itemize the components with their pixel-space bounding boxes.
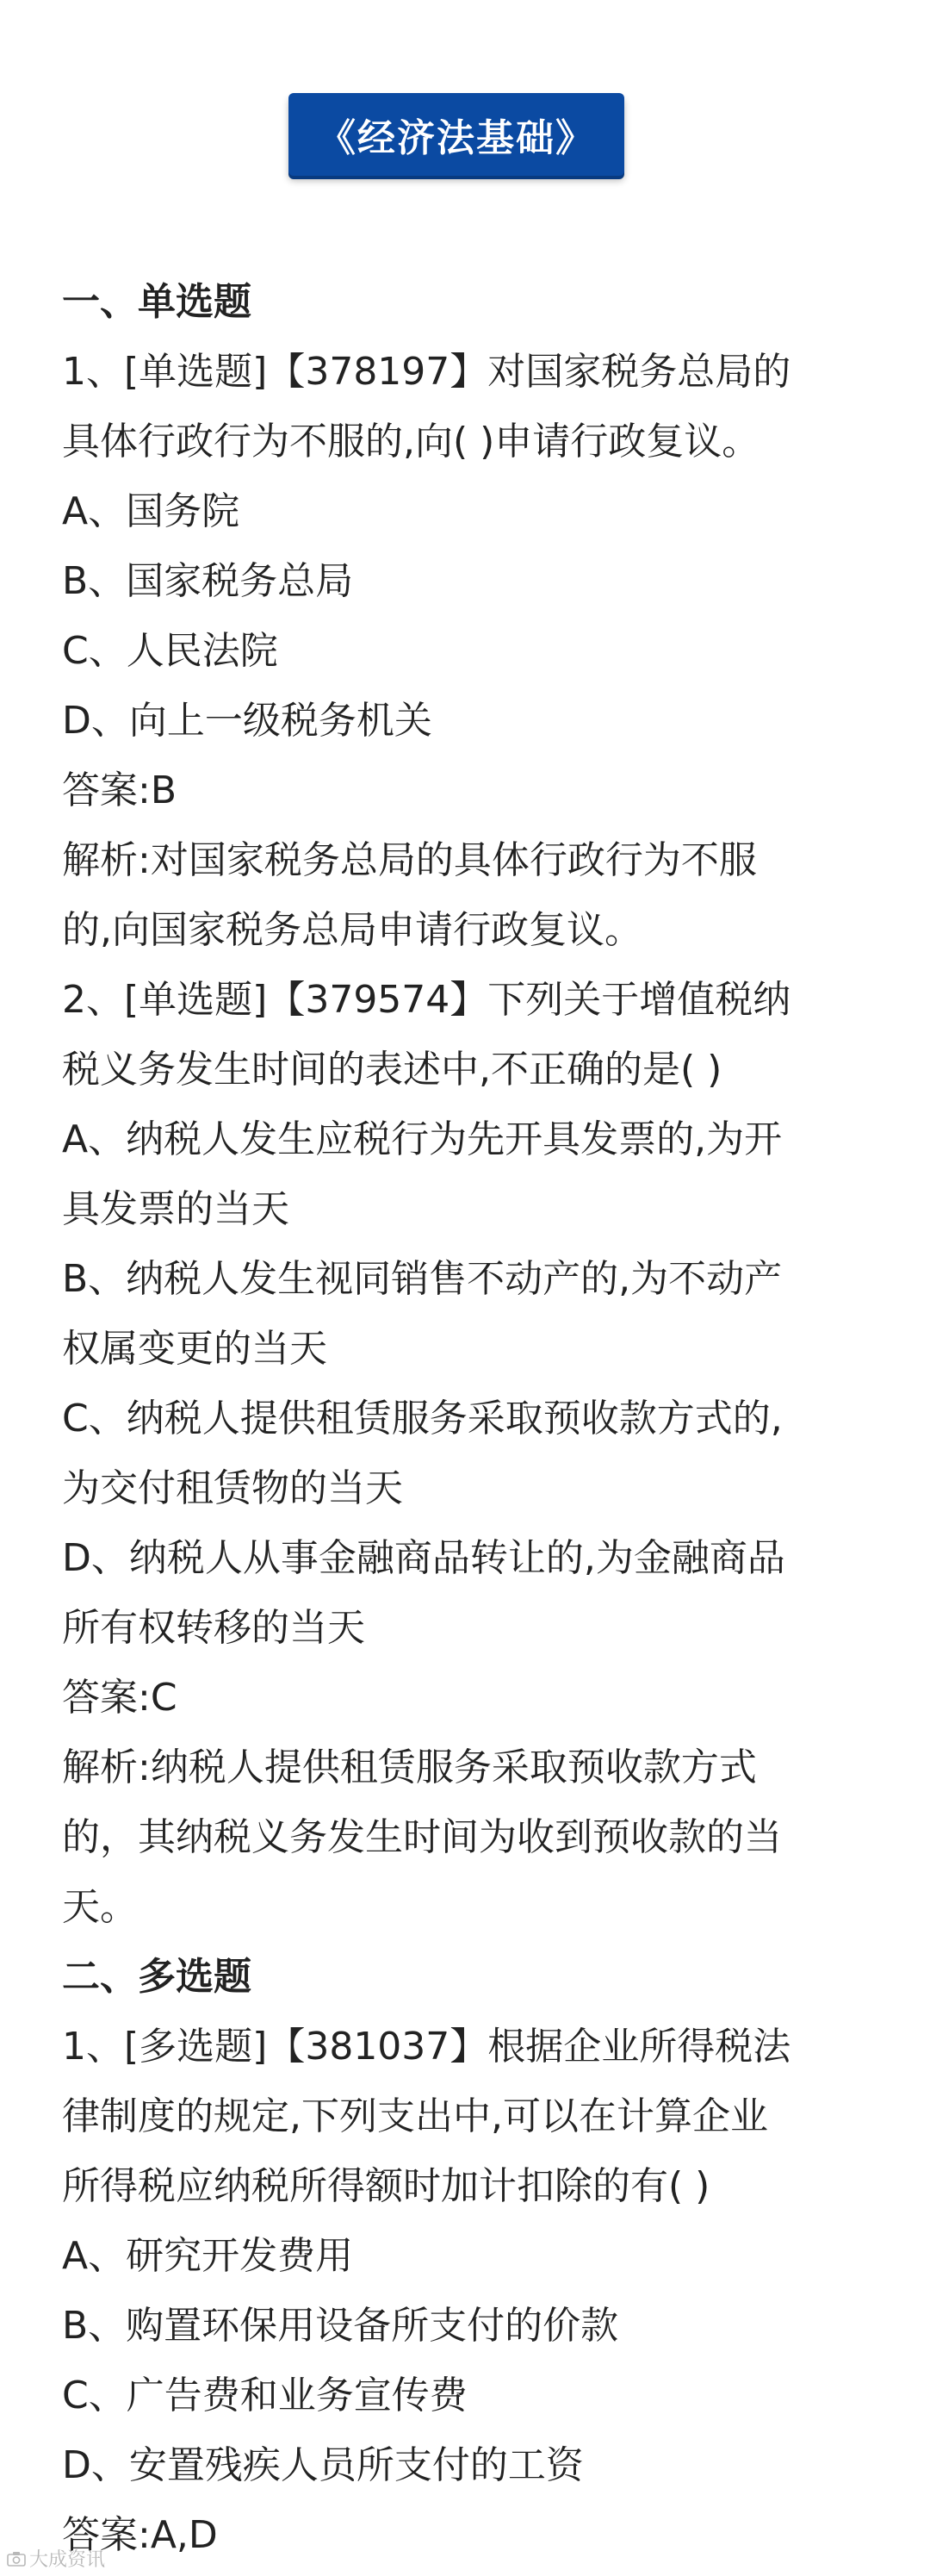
text-line: B、国家税务总局 (62, 559, 354, 603)
question-content (62, 267, 880, 2570)
text-line: 律制度的规定,下列支出中,可以在计算企业 (62, 2094, 768, 2138)
text-line: 权属变更的当天 (62, 1327, 327, 1371)
text-line: B、购置环保用设备所支付的价款 (62, 2304, 619, 2348)
text-line: B、纳税人发生视同销售不动产的,为不动产 (62, 1257, 783, 1301)
document-title: 《经济法基础》 (318, 116, 595, 160)
text-line: 答案:C (62, 1676, 177, 1720)
text-line: 所得税应纳税所得额时加计扣除的有( ) (62, 2164, 710, 2208)
section-heading: 二、多选题 (62, 1955, 251, 1999)
text-line: C、广告费和业务宣传费 (62, 2374, 468, 2417)
text-line: D、向上一级税务机关 (62, 699, 432, 743)
text-line: 2、[单选题]【379574】下列关于增值税纳 (62, 978, 791, 1022)
text-line: 具体行政行为不服的,向( )申请行政复议。 (62, 420, 760, 464)
title-banner (288, 93, 624, 176)
text-line: C、纳税人提供租赁服务采取预收款方式的, (62, 1397, 783, 1440)
section-heading: 一、单选题 (62, 280, 251, 324)
text-line: 答案:A,D (62, 2513, 218, 2557)
text-line: 1、[多选题]【381037】根据企业所得税法 (62, 2025, 791, 2069)
text-line: 1、[单选题]【378197】对国家税务总局的 (62, 350, 791, 394)
watermark (7, 2545, 105, 2572)
text-line: 答案:B (62, 768, 177, 812)
text-line: 解析:对国家税务总局的具体行政行为不服 (62, 838, 757, 882)
camera-icon (7, 2551, 26, 2567)
text-line: 的,向国家税务总局申请行政复议。 (62, 908, 642, 952)
title-banner-wrap (0, 93, 930, 176)
text-line: 税义务发生时间的表述中,不正确的是( ) (62, 1048, 722, 1092)
text-line: D、纳税人从事金融商品转让的,为金融商品 (62, 1536, 785, 1580)
text-line: A、国务院 (62, 489, 240, 533)
text-line: A、纳税人发生应税行为先开具发票的,为开 (62, 1117, 783, 1161)
text-line: 所有权转移的当天 (62, 1606, 365, 1650)
text-line: 为交付租赁物的当天 (62, 1466, 403, 1510)
text-line: 天。 (62, 1885, 138, 1929)
watermark-text: 大成资讯 (29, 2549, 106, 2571)
text-line: C、人民法院 (62, 629, 278, 673)
text-line: D、安置残疾人员所支付的工资 (62, 2443, 584, 2487)
text-line: A、研究开发费用 (62, 2234, 354, 2278)
text-line: 具发票的当天 (62, 1187, 289, 1231)
text-line: 的，其纳税义务发生时间为收到预收款的当 (62, 1815, 782, 1859)
text-line: 解析:纳税人提供租赁服务采取预收款方式 (62, 1745, 757, 1789)
